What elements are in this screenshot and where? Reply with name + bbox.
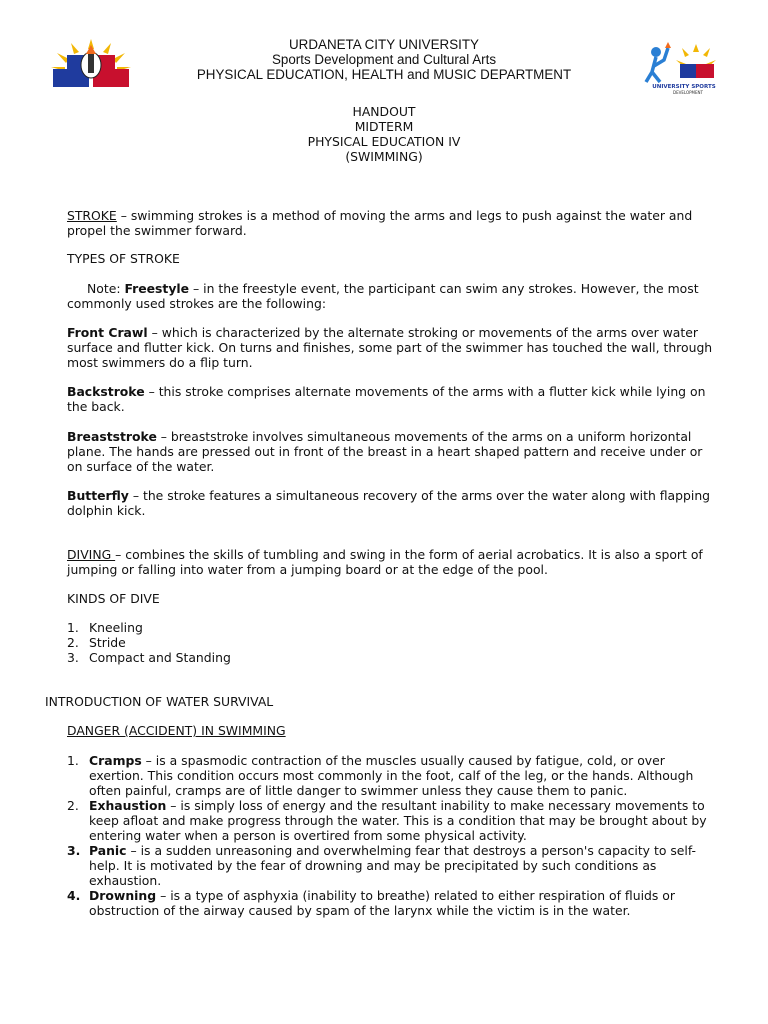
list-item: 4. Drowning – is a type of asphyxia (inability to breathe) related to either respiration of fluids or obstruction of the airway caused by spam of the larynx while the victim is in the water.: [67, 888, 675, 918]
handout-title: [140, 104, 628, 164]
freestyle-note: Note: Freestyle – in the freestyle event, the participant can swim any strokes. However, the most commonly used strokes are the following:: [67, 281, 699, 311]
svg-text:UNIVERSITY SPORTS: UNIVERSITY SPORTS: [652, 84, 716, 90]
diving-definition: DIVING – combines the skills of tumbling and swing in the form of aerial acrobatics. It is also a sport of jumping or falling into water from a jumping board or at the edge of the pool.: [67, 547, 703, 577]
department-name: PHYSICAL EDUCATION, HEALTH and MUSIC DEPARTMENT: [196, 67, 572, 82]
danger-heading: DANGER (ACCIDENT) IN SWIMMING: [67, 723, 286, 738]
stroke-term: STROKE: [67, 208, 117, 223]
freestyle-term: Freestyle: [124, 281, 190, 296]
list-item: 1. Kneeling: [67, 620, 143, 635]
title-line-2: MIDTERM: [354, 119, 414, 134]
survival-heading: INTRODUCTION OF WATER SURVIVAL: [45, 694, 274, 709]
dive-list: [67, 620, 717, 665]
list-item: 3. Compact and Standing: [67, 650, 231, 665]
stroke-front-crawl: Front Crawl – which is characterized by the alternate stroking or movements of the arms over water surface and flutter kick. On turns and finishes, some part of the swimmer has touched the wall, through most swimmers do a flip turn.: [67, 325, 713, 370]
kinds-heading: KINDS OF DIVE: [67, 591, 160, 606]
diving-term: DIVING: [67, 547, 116, 562]
danger-list: [67, 753, 717, 918]
stroke-definition: STROKE – swimming strokes is a method of moving the arms and legs to push against the water and propel the swimmer forward.: [67, 208, 693, 238]
title-line-1: HANDOUT: [352, 104, 416, 119]
svg-text:DEVELOPMENT: DEVELOPMENT: [673, 90, 703, 95]
title-line-4: (SWIMMING): [345, 149, 423, 164]
title-line-3: PHYSICAL EDUCATION IV: [307, 134, 461, 149]
university-name: URDANETA CITY UNIVERSITY: [289, 37, 479, 52]
stroke-butterfly: Butterfly – the stroke features a simultaneous recovery of the arms over the water along with flapping dolphin kick.: [67, 488, 711, 518]
list-item: 2. Stride: [67, 635, 126, 650]
sports-development-logo: [636, 38, 728, 96]
document-header: [140, 37, 628, 82]
university-logo: [45, 35, 137, 91]
list-item: 1. Cramps – is a spasmodic contraction of the muscles usually caused by fatigue, cold, or over exertion. This condition occurs most commonly in the foot, calf of the leg, or the hands. Although often painful, cramps are of little danger to swimmer unless they cause them to panic.: [67, 753, 694, 798]
list-item: 2. Exhaustion – is simply loss of energy and the resultant inability to make necessary movements to keep afloat and make progress through the water. This is a condition that may be brought about by entering water when a person is overtired from some physical activity.: [67, 798, 707, 843]
list-item: 3. Panic – is a sudden unreasoning and overwhelming fear that destroys a person's capacity to self-help. It is motivated by the fear of drowning and may be precipitated by such conditions as exhaustion.: [67, 843, 697, 888]
types-heading: TYPES OF STROKE: [67, 251, 180, 266]
stroke-breaststroke: Breaststroke – breaststroke involves simultaneous movements of the arms on a uniform horizontal plane. The hands are pressed out in front of the breast in a heart shaped pattern and receive under or on surface of the water.: [67, 429, 703, 474]
office-name: Sports Development and Cultural Arts: [271, 52, 497, 67]
stroke-backstroke: Backstroke – this stroke comprises alternate movements of the arms with a flutter kick while lying on the back.: [67, 384, 706, 414]
